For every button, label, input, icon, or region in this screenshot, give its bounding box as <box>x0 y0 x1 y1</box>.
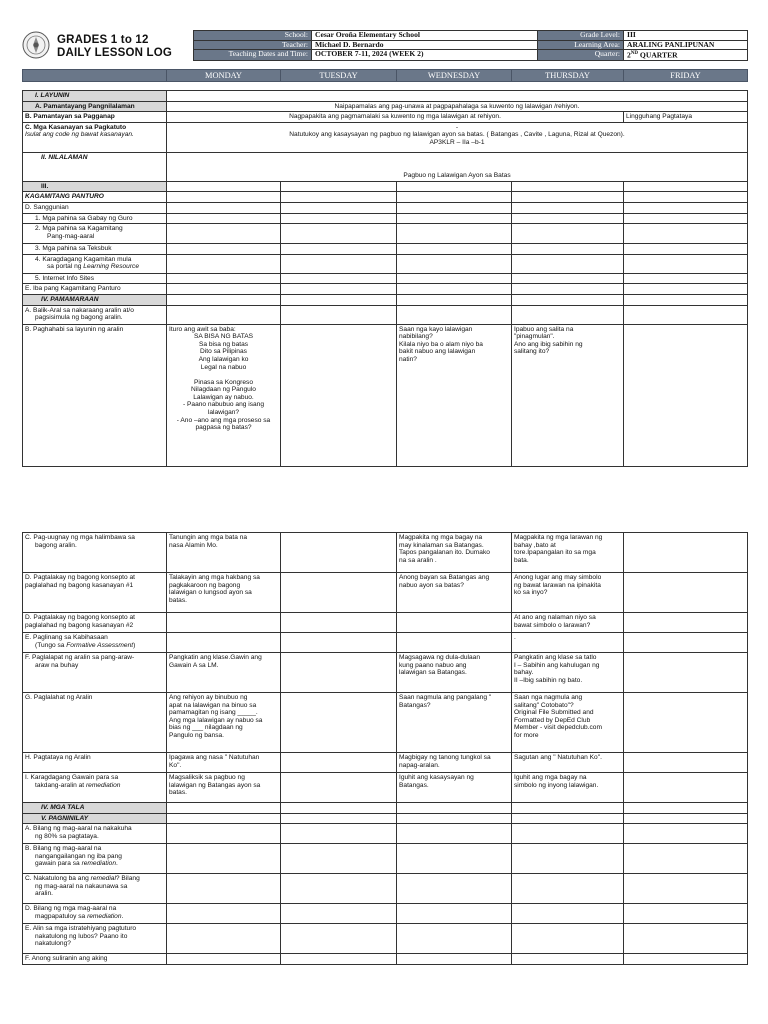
pag-uugnay-label: C. Pag-uugnay ng mga halimbawa sa bagong aralin. <box>23 533 167 573</box>
pagtalakay-2-thursday: At ano ang nalaman niyo sa bawat simbolo o larawan? <box>512 613 624 633</box>
pagninilay-d-label: D. Bilang ng mga mag-aaral na magpapatuloy sa remediation. <box>23 904 167 924</box>
pagtalakay-1-wednesday: Anong bayan sa Batangas ang nabuo ayon sa batas? <box>397 573 512 613</box>
title-line-2: DAILY LESSON LOG <box>57 47 173 59</box>
paghahabi-thursday: Ipabuo ang salita na "pinagmulan". Ano ang ibig sabihin ng salitang ito? <box>512 324 624 466</box>
day-monday: MONDAY <box>167 70 281 82</box>
deped-seal-icon <box>22 31 50 59</box>
paghahabi-label: B. Paghahabi sa layunin ng aralin <box>23 324 167 466</box>
iii-heading: III. <box>23 181 167 192</box>
title-line-1: GRADES 1 to 12 <box>57 34 149 46</box>
pagtataya-monday: Ipagawa ang nasa " Natutuhan Ko". <box>167 753 281 773</box>
pagninilay-e-label: E. Alin sa mga istratehiyang pagtuturo nakatulong ng lubos? Paano ito nakatulong? <box>23 924 167 954</box>
paglalapat-label: F. Paglalapat ng aralin sa pang-araw- araw na buhay <box>23 653 167 693</box>
pagtalakay-1-monday: Talakayin ang mga hakbang sa pagkakaroon ng bagong lalawigan o lungsod ayon sa batas. <box>167 573 281 613</box>
quarter-value: 2ND QUARTER <box>624 50 748 61</box>
paglinang-label: E. Paglinang sa Kabihasaan (Tungo sa Formative Assessment) <box>23 633 167 653</box>
nilalaman-label: II. NILALAMAN <box>23 152 167 181</box>
kasanayan-label: C. Mga Kasanayan sa Pagkatuto Isulat ang code ng bawat kasanayan. <box>23 122 167 152</box>
pagtataya-label: H. Pagtataya ng Aralin <box>23 753 167 773</box>
day-thursday: THURSDAY <box>512 70 624 82</box>
kasanayan-text: - Natutukoy ang kasaysayan ng pagbuo ng lalawigan ayon sa batas. ( Batangas , Cavite , Laguna, Rizal at Quezon). AP3KLR – IIa –b-1 <box>167 122 748 152</box>
karagdagang-gawain-wednesday: Iguhit ang kasaysayan ng Batangas. <box>397 773 512 803</box>
dates-label: Teaching Dates and Time: <box>194 50 312 61</box>
paglalahat-monday: Ang rehiyon ay binubuo ng apat na lalawigan na binuo sa pamamagitan ng isang _____. Ang mga lalawigan ay nabuo sa bias ng ___ nilagdaan ng Pangulo ng bansa. <box>167 693 281 753</box>
learning-resource-label: 4. Karagdagang Kagamitan mula sa portal ng Learning Resource <box>23 254 167 273</box>
pagninilay-b-label: B. Bilang ng mag-aaral na nangangailangan ng iba pang gawain para sa remediation. <box>23 844 167 874</box>
pamamaraan-heading: IV. PAMAMARAAN <box>23 294 167 305</box>
pagtataya-thursday: Sagutan ang " Natutuhan Ko". <box>512 753 624 773</box>
teacher-label: Teacher: <box>194 40 312 50</box>
pagganap-label: B. Pamantayan sa Pagganap <box>23 112 167 123</box>
day-tuesday: TUESDAY <box>281 70 397 82</box>
karagdagang-gawain-monday: Magsaliksik sa pagbuo ng lalawigan ng Batangas ayon sa batas. <box>167 773 281 803</box>
mga-tala-heading: IV. MGA TALA <box>23 803 167 814</box>
day-wednesday: WEDNESDAY <box>397 70 512 82</box>
school-value: Cesar Oroña Elementary School <box>312 31 538 41</box>
lesson-grid-bottom <box>22 532 748 965</box>
lesson-grid-top <box>22 90 748 467</box>
paglalapat-wednesday: Magsagawa ng dula-dulaan kung paano nabuo ang lalawigan sa Batangas. <box>397 653 512 693</box>
paglalahat-wednesday: Saan nagmula ang pangalang " Batangas? <box>397 693 512 753</box>
grade-label: Grade Level: <box>538 31 624 41</box>
weekday-header <box>22 69 748 82</box>
pagninilay-c-label: C. Nakatulong ba ang remedial? Bilang ng mag-aaral na nakaunawa sa aralin. <box>23 874 167 904</box>
grade-value: III <box>624 31 748 41</box>
area-value: ARALING PANLIPUNAN <box>624 40 748 50</box>
school-label: School: <box>194 31 312 41</box>
teacher-value: Michael D. Bernardo <box>312 40 538 50</box>
lesson-info-table <box>193 30 748 61</box>
iba-pang-kagamitan-label: E. Iba pang Kagamitang Panturo <box>23 284 167 295</box>
kagamitan-heading: KAGAMITANG PANTURO <box>23 192 167 203</box>
pagganap-text: Nagpapakita ang pagmamalaki sa kuwento ng mga lalawigan at rehiyon. <box>167 112 624 123</box>
pagtalakay-1-thursday: Anong lugar ang may simbolo ng bawat larawan na ipinakita ko sa inyo? <box>512 573 624 613</box>
quarter-label: Quarter: <box>538 50 624 61</box>
paglalahat-thursday: Saan nga nagmula ang salitang" Cotobato"? Original File Submitted and Formatted by DepEd Club Member - visit depedclub.com for more <box>512 693 624 753</box>
pag-uugnay-wednesday: Magpakita ng mga bagay na may kinalaman sa Batangas. Tapos pangalanan ito. Dumako na sa aralin . <box>397 533 512 573</box>
teksbuk-label: 3. Mga pahina sa Teksbuk <box>23 244 167 255</box>
balik-aral-label: A. Balik-Aral sa nakaraang aralin at/o pagsisimula ng bagong aralin. <box>23 305 167 324</box>
paglinang-thursday: . <box>512 633 624 653</box>
weekday-blank <box>23 70 167 82</box>
kagamitang-mag-aaral-label: 2. Mga pahina sa Kagamitang Pang-mag-aaral <box>23 224 167 244</box>
area-label: Learning Area: <box>538 40 624 50</box>
pagninilay-f-label: F. Anong suliranin ang aking <box>23 954 167 965</box>
gabay-ng-guro-label: 1. Mga pahina sa Gabay ng Guro <box>23 213 167 224</box>
paghahabi-wednesday: Saan nga kayo lalawigan nabibilang? Kilala niyo ba o alam niyo ba bakit nabuo ang lalawigan natin? <box>397 324 512 466</box>
pag-uugnay-monday: Tanungin ang mga bata na nasa Alamin Mo. <box>167 533 281 573</box>
pag-uugnay-thursday: Magpakita ng mga larawan ng bahay ,bato at tore.Ipapangalan ito sa mga bata. <box>512 533 624 573</box>
pangnilalaman-label: A. Pamantayang Pangnilalaman <box>23 101 167 112</box>
document-title <box>57 34 172 60</box>
pagganap-friday: Lingguhang Pagtataya <box>624 112 748 123</box>
pagtataya-wednesday: Magbigay ng tanong tungkol sa napag-aralan. <box>397 753 512 773</box>
pagtalakay-1-label: D. Pagtalakay ng bagong konsepto at paglalahad ng bagong kasanayan #1 <box>23 573 167 613</box>
layunin-heading: I. LAYUNIN <box>23 91 167 102</box>
sanggunian-label: D. Sanggunian <box>23 202 167 213</box>
day-friday: FRIDAY <box>624 70 748 82</box>
pangnilalaman-text: Naipapamalas ang pag-unawa at pagpapahalaga sa kuwento ng lalawigan /rehiyon. <box>167 101 748 112</box>
karagdagang-gawain-label: I. Karagdagang Gawain para sa takdang-aralin at remediation <box>23 773 167 803</box>
internet-sites-label: 5. Internet Info Sites <box>23 273 167 284</box>
dates-value: OCTOBER 7-11, 2024 (WEEK 2) <box>312 50 538 61</box>
pagtalakay-2-label: D. Pagtalakay ng bagong konsepto at paglalahad ng bagong kasanayan #2 <box>23 613 167 633</box>
paglalahat-label: G. Paglalahat ng Aralin <box>23 693 167 753</box>
paglalapat-monday: Pangkatin ang klase.Gawin ang Gawain A sa LM. <box>167 653 281 693</box>
pagninilay-heading: V. PAGNINILAY <box>23 813 167 824</box>
karagdagang-gawain-thursday: Iguhit ang mga bagay na simbolo ng inyong lalawigan. <box>512 773 624 803</box>
nilalaman-text: Pagbuo ng Lalawigan Ayon sa Batas <box>167 152 748 181</box>
pagninilay-a-label: A. Bilang ng mag-aaral na nakakuha ng 80% sa pagtataya. <box>23 824 167 844</box>
paghahabi-monday: Ituro ang awit sa baba: SA BISA NG BATAS Sa bisa ng batas Dito sa Pilipinas Ang lalawigan ko Legal na nabuo Pinasa sa Kongreso Nilagdaan ng Pangulo Lalawigan ay nabuo. - Paano nabubuo ang isang lalawigan? - Ano –ano ang mga proseso sa pagpasa ng batas? <box>167 324 281 466</box>
paglalapat-thursday: Pangkatin ang klase sa tatlo I – Sabihin ang kahulugan ng bahay. II –Ibig sabihin ng bato. <box>512 653 624 693</box>
